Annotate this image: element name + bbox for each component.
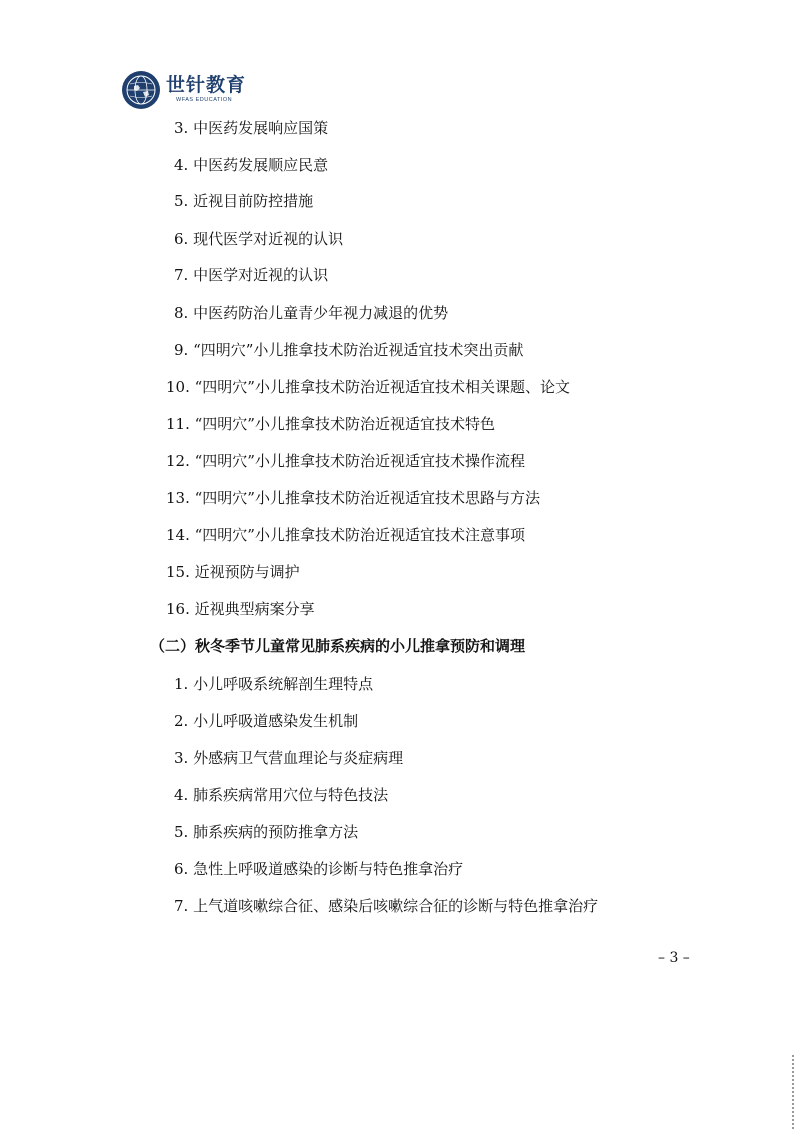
scan-edge-divider: [792, 1055, 794, 1130]
list-item: 4. 肺系疾病常用穴位与特色技法: [174, 786, 389, 804]
list-item: 15. 近视预防与调护: [166, 563, 300, 581]
list-item: 13. “四明穴”小儿推拿技术防治近视适宜技术思路与方法: [166, 489, 540, 507]
page-number: – 3 –: [658, 950, 690, 966]
list-item: 7. 中医学对近视的认识: [174, 266, 329, 284]
list-item: 14. “四明穴”小儿推拿技术防治近视适宜技术注意事项: [166, 526, 525, 544]
list-item: 8. 中医药防治儿童青少年视力减退的优势: [174, 304, 449, 322]
list-item: 6. 现代医学对近视的认识: [174, 230, 344, 248]
list-item: 16. 近视典型病案分享: [166, 600, 315, 618]
list-item: 1. 小儿呼吸系统解剖生理特点: [174, 675, 374, 693]
list-item: 3. 外感病卫气营血理论与炎症病理: [174, 749, 404, 767]
logo-subtitle: WFAS EDUCATION: [176, 97, 233, 104]
list-item: 9. “四明穴”小儿推拿技术防治近视适宜技术突出贡献: [174, 341, 524, 359]
list-item: 10. “四明穴”小儿推拿技术防治近视适宜技术相关课题、论文: [166, 378, 570, 396]
list-item: 5. 肺系疾病的预防推拿方法: [174, 823, 359, 841]
logo-name: 世针教育: [166, 74, 247, 97]
organization-logo: [122, 70, 246, 110]
list-item: 12. “四明穴”小儿推拿技术防治近视适宜技术操作流程: [166, 452, 525, 470]
globe-emblem-icon: [122, 71, 160, 109]
list-item: 3. 中医药发展响应国策: [174, 119, 329, 137]
list-item: 7. 上气道咳嗽综合征、感染后咳嗽综合征的诊断与特色推拿治疗: [174, 897, 599, 915]
list-item: 11. “四明穴”小儿推拿技术防治近视适宜技术特色: [166, 415, 495, 433]
list-item: 2. 小儿呼吸道感染发生机制: [174, 712, 359, 730]
section-heading: （二）秋冬季节儿童常见肺系疾病的小儿推拿预防和调理: [150, 637, 526, 655]
list-item: 6. 急性上呼吸道感染的诊断与特色推拿治疗: [174, 860, 464, 878]
list-item: 5. 近视目前防控措施: [174, 192, 314, 210]
list-item: 4. 中医药发展顺应民意: [174, 156, 329, 174]
